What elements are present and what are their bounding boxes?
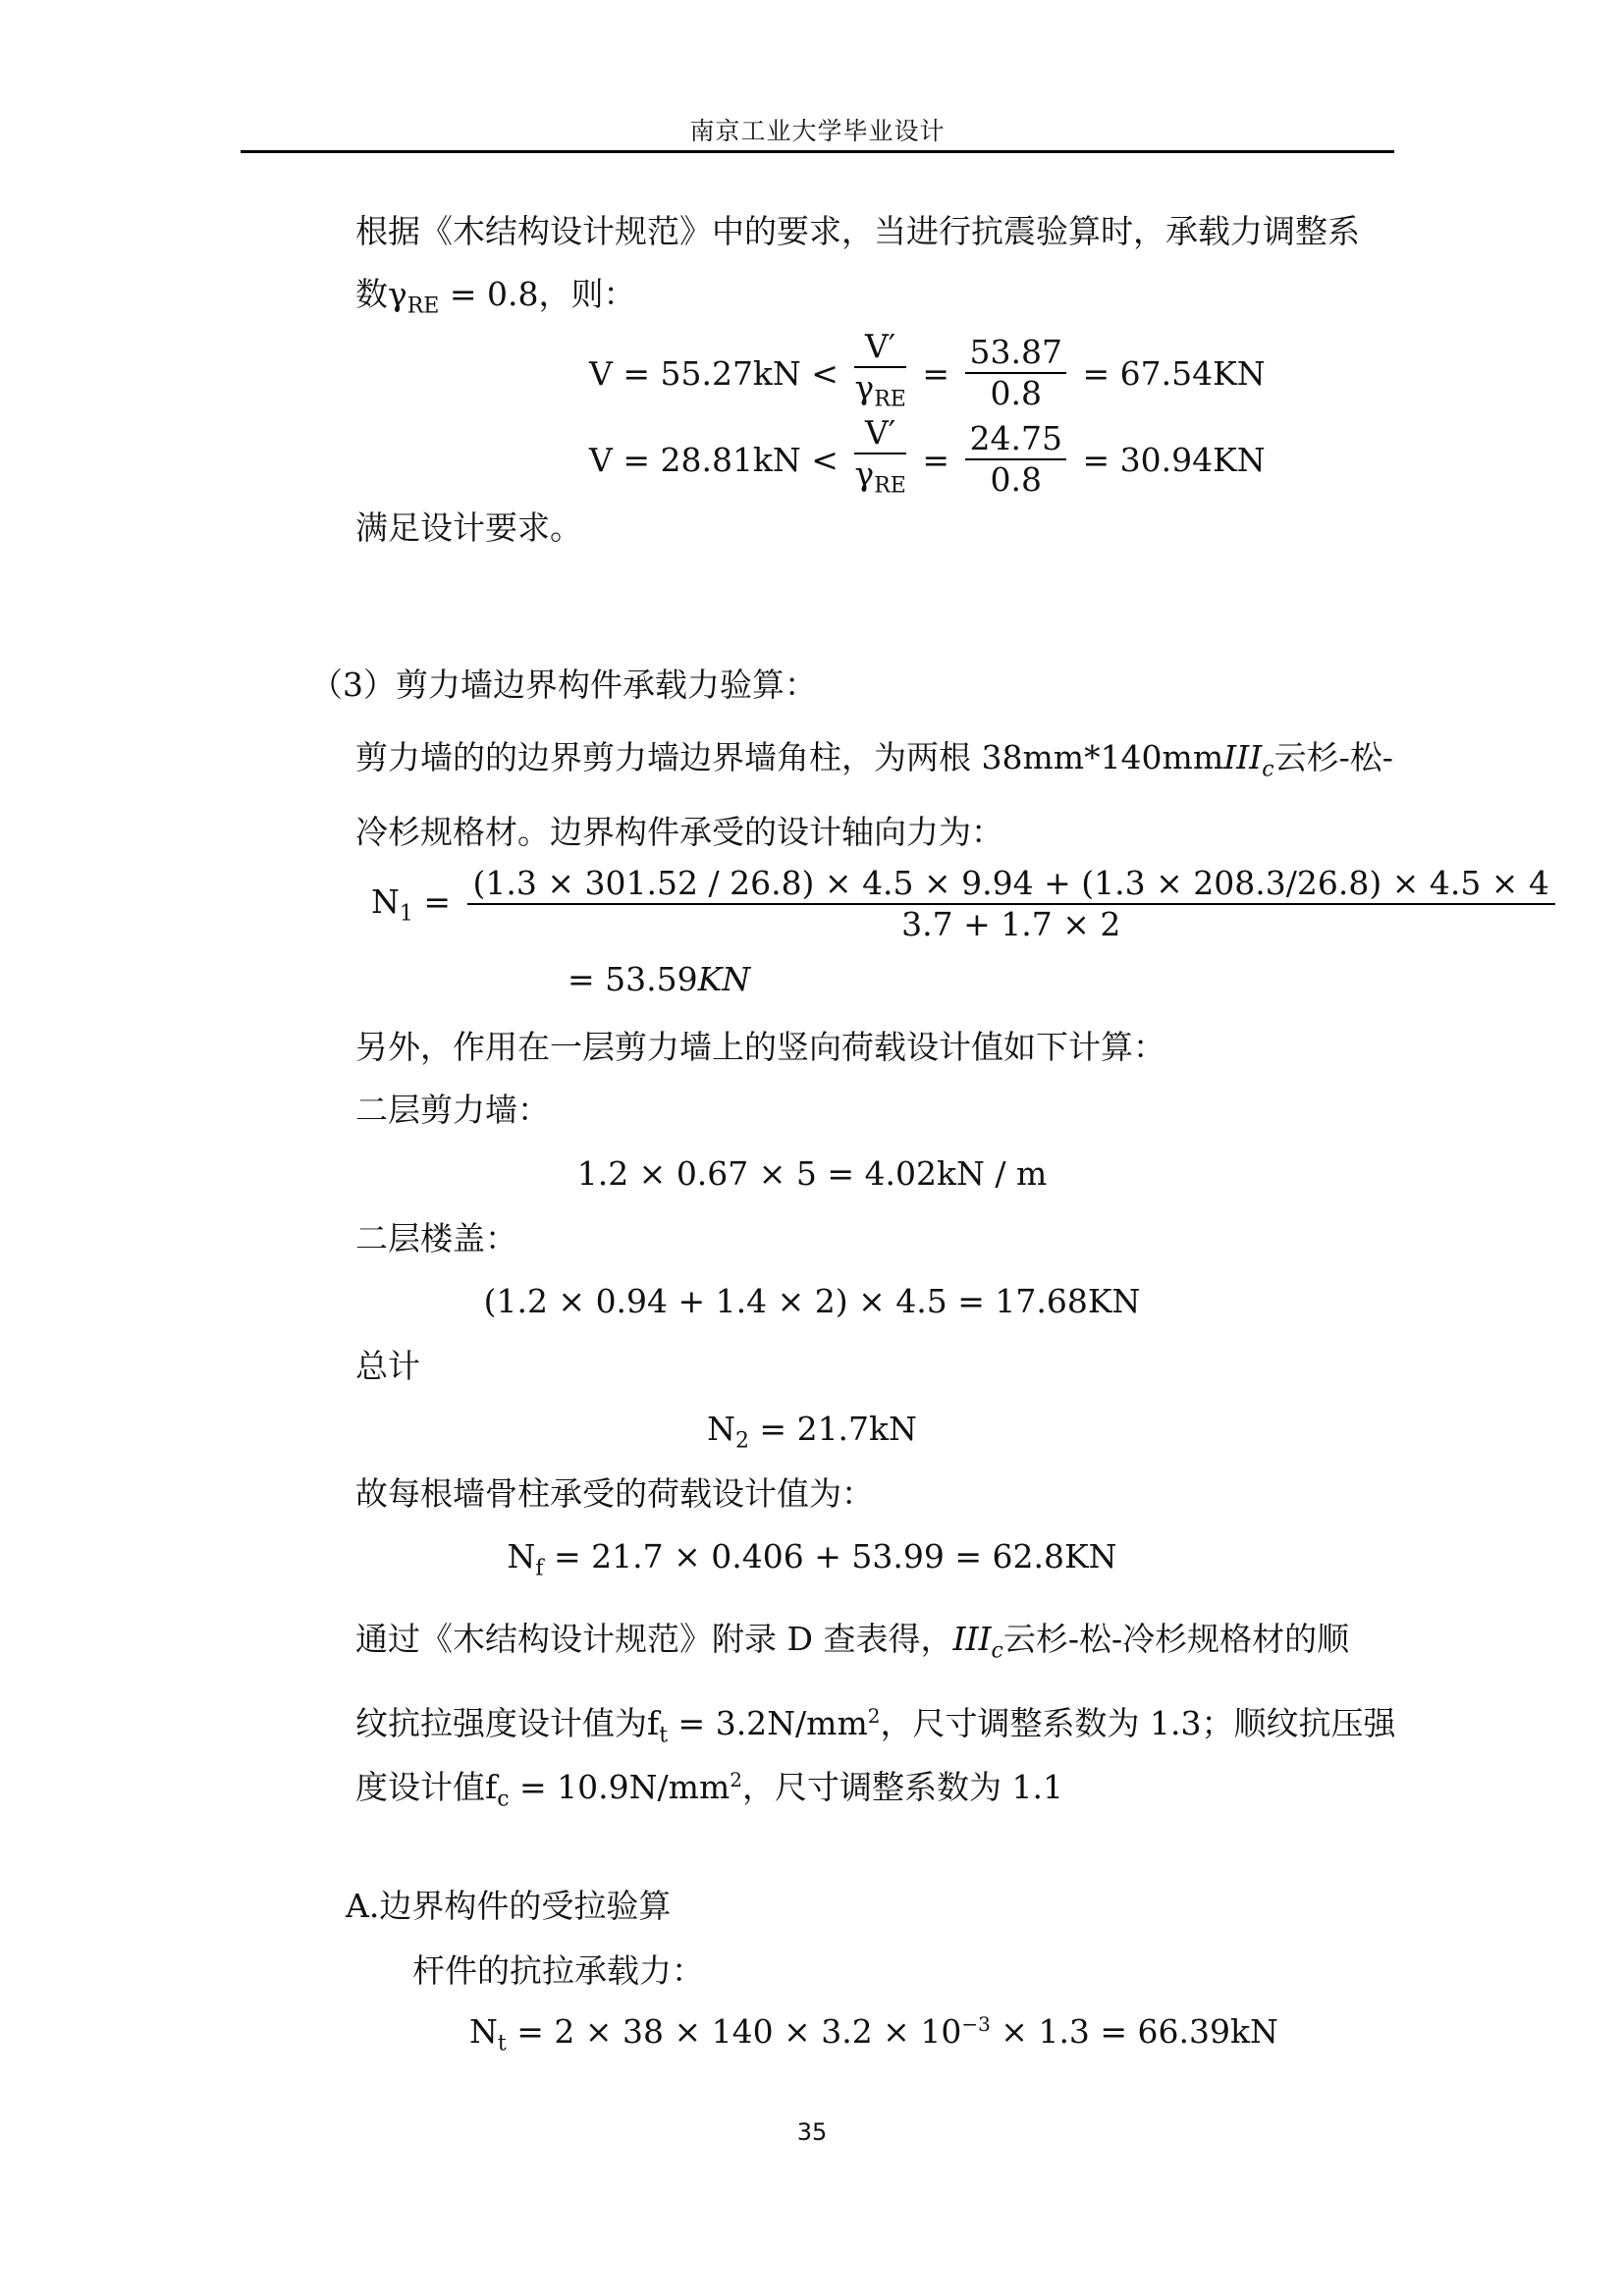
equation-wall: 1.2 × 0.67 × 5 = 4.02kN / m xyxy=(576,1154,1048,1193)
paragraph-line: 冷杉规格材。边界构件承受的设计轴向力为： xyxy=(355,813,1003,851)
section-heading: A.边界构件的受拉验算 xyxy=(346,1887,672,1925)
equation-n1-result: = 53.59KN xyxy=(568,960,751,998)
paragraph-line: 纹抗拉强度设计值为$f_t = 3.2N/mm^2$，尺寸调整系数为 1.3；顺纹抗压强 xyxy=(355,1704,1396,1748)
paragraph-line: 数$\gamma_{RE} = 0.8$，则： xyxy=(355,275,636,319)
equation-v1: V = 55.27kN < $\frac{V'}{\gamma_{RE}}$ = $\frac{53.87}{0.8}$ = 67.54KN xyxy=(589,327,1266,420)
fraction: $\frac{V'}{\gamma_{RE}}$ xyxy=(854,413,906,499)
page-header-title: 南京工业大学毕业设计 xyxy=(689,117,946,145)
label-line: 总计 xyxy=(355,1347,420,1385)
paragraph-line: 通过《木结构设计规范》附录 D 查表得，$III_c$云杉-松-冷杉规格材的顺 xyxy=(355,1620,1350,1664)
page-number: 35 xyxy=(796,2118,828,2146)
label-line: 二层楼盖： xyxy=(355,1219,517,1257)
fraction: $\frac{53.87}{0.8}$ xyxy=(965,333,1065,413)
fraction: (1.3 × 301.52 / 26.8) × 4.5 × 9.94 + (1.3 × 208.3/26.8) × 4.5 × 4 3.7 + 1.7 × 2 xyxy=(467,864,1555,944)
fraction: $\frac{24.75}{0.8}$ xyxy=(965,419,1065,500)
equation-n1: $N_1$ = (1.3 × 301.52 / 26.8) × 4.5 × 9.94 + (1.3 × 208.3/26.8) × 4.5 × 4 3.7 + 1.7 × 2 xyxy=(371,864,1561,944)
equation-v2: V = 28.81kN < $\frac{V'}{\gamma_{RE}}$ = $\frac{24.75}{0.8}$ = 30.94KN xyxy=(589,413,1266,507)
paragraph-line: 度设计值$f_c = 10.9N/mm^2$，尺寸调整系数为 1.1 xyxy=(355,1768,1063,1812)
equation-nt: $N_t = 2 \times 38 \times 140 \times 3.2 \times 10^{-3} \times 1.3 = 66.39kN$ xyxy=(469,2012,1278,2056)
header-rule xyxy=(241,150,1394,153)
paragraph-line: 故每根墙骨柱承受的荷载设计值为： xyxy=(355,1474,874,1513)
paragraph-line: 杆件的抗拉承载力： xyxy=(412,1951,704,1990)
section-heading: （3）剪力墙边界构件承载力验算： xyxy=(310,666,817,704)
equation-floor: (1.2 × 0.94 + 1.4 × 2) × 4.5 = 17.68KN xyxy=(483,1282,1141,1320)
equation-n2: $N_2 = 21.7kN$ xyxy=(707,1410,917,1454)
equation-nf: $N_f = 21.7 \times 0.406 + 53.99 = 62.8KN$ xyxy=(507,1537,1117,1581)
paragraph-line: 满足设计要求。 xyxy=(355,508,582,547)
label-line: 二层剪力墙： xyxy=(355,1091,550,1129)
fraction: $\frac{V'}{\gamma_{RE}}$ xyxy=(854,327,906,412)
paragraph-line: 另外，作用在一层剪力墙上的竖向荷载设计值如下计算： xyxy=(355,1028,1165,1066)
paragraph-line: 剪力墙的的边界剪力墙边界墙角柱，为两根 38mm*140mmIII$_c$云杉-松- xyxy=(355,738,1393,782)
paragraph-line: 根据《木结构设计规范》中的要求，当进行抗震验算时，承载力调整系 xyxy=(355,212,1360,250)
